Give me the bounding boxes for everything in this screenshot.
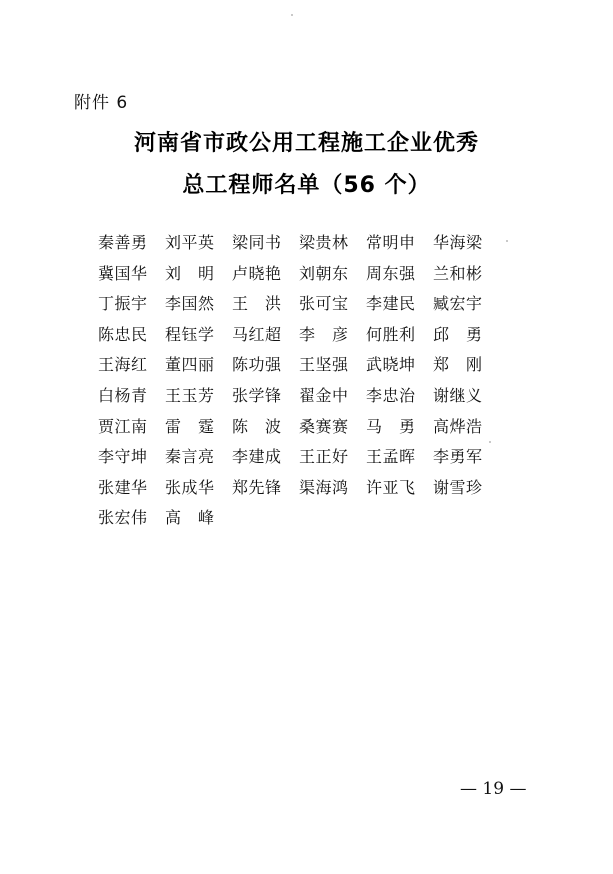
engineer-name: 张建华 <box>98 477 148 497</box>
engineer-name: 王正好 <box>299 447 349 467</box>
engineer-name: 丁振宇 <box>98 294 148 314</box>
engineer-name: 张宏伟 <box>98 508 148 528</box>
engineer-name: 陈波 <box>232 416 299 436</box>
engineer-name: 王玉芳 <box>165 385 215 405</box>
engineer-name: 雷霆 <box>165 416 232 436</box>
engineer-name: 李建民 <box>366 294 416 314</box>
engineer-name: 渠海鸿 <box>299 477 349 497</box>
engineer-name: 冀国华 <box>98 263 148 283</box>
engineer-name: 臧宏宇 <box>433 294 483 314</box>
document-title-line-2: 总工程师名单（56 个） <box>182 173 431 198</box>
engineer-name: 王海红 <box>98 355 148 375</box>
engineer-name: 王洪 <box>232 294 299 314</box>
engineer-name: 刘明 <box>165 263 232 283</box>
engineer-name: 郑刚 <box>433 355 500 375</box>
scan-speck <box>506 240 508 242</box>
engineer-name: 陈忠民 <box>98 324 148 344</box>
engineer-name: 郑先锋 <box>232 477 282 497</box>
engineer-name: 刘平英 <box>165 233 215 252</box>
engineer-name: 李建成 <box>232 447 282 467</box>
engineer-name: 秦善勇 <box>98 233 148 252</box>
engineer-name: 张学锋 <box>232 385 282 405</box>
name-list <box>98 233 518 539</box>
engineer-name: 刘朝东 <box>299 263 349 283</box>
engineer-name: 李彦 <box>299 324 366 344</box>
engineer-name: 华海梁 <box>433 233 483 252</box>
engineer-name: 王孟晖 <box>366 447 416 467</box>
engineer-name: 李忠治 <box>366 385 416 405</box>
engineer-name: 程钰学 <box>165 324 215 344</box>
engineer-name: 白杨青 <box>98 385 148 405</box>
engineer-name: 卢晓艳 <box>232 263 282 283</box>
scan-speck <box>291 14 293 16</box>
engineer-name: 兰和彬 <box>433 263 483 283</box>
engineer-name: 张成华 <box>165 477 215 497</box>
engineer-name: 翟金中 <box>299 385 349 405</box>
engineer-name: 马勇 <box>366 416 433 436</box>
engineer-name: 李守坤 <box>98 447 148 467</box>
engineer-name: 谢继义 <box>433 385 483 405</box>
scan-speck <box>489 441 491 443</box>
engineer-name: 董四丽 <box>165 355 215 375</box>
engineer-name: 周东强 <box>366 263 416 283</box>
engineer-name: 高峰 <box>165 508 232 528</box>
engineer-name: 张可宝 <box>299 294 349 314</box>
engineer-name: 梁同书 <box>232 233 282 252</box>
attachment-label: 附件 6 <box>74 93 129 113</box>
engineer-name: 邱勇 <box>433 324 500 344</box>
engineer-name: 谢雪珍 <box>433 477 483 497</box>
engineer-name: 何胜利 <box>366 324 416 344</box>
engineer-name: 桑赛赛 <box>299 416 349 436</box>
engineer-name: 马红超 <box>232 324 282 344</box>
engineer-name: 高烨浩 <box>433 416 483 436</box>
engineer-name: 常明申 <box>366 233 416 252</box>
document-title-line-1: 河南省市政公用工程施工企业优秀 <box>133 131 479 156</box>
engineer-name: 王坚强 <box>299 355 349 375</box>
engineer-name: 秦言亮 <box>165 447 215 467</box>
engineer-name: 贾江南 <box>98 416 148 436</box>
engineer-name: 李国然 <box>165 294 215 314</box>
page-number: — 19 — <box>460 779 527 799</box>
engineer-name: 陈功强 <box>232 355 282 375</box>
engineer-name: 许亚飞 <box>366 477 416 497</box>
engineer-name: 武晓坤 <box>366 355 416 375</box>
engineer-name: 李勇军 <box>433 447 483 467</box>
engineer-name: 梁贵林 <box>299 233 349 252</box>
